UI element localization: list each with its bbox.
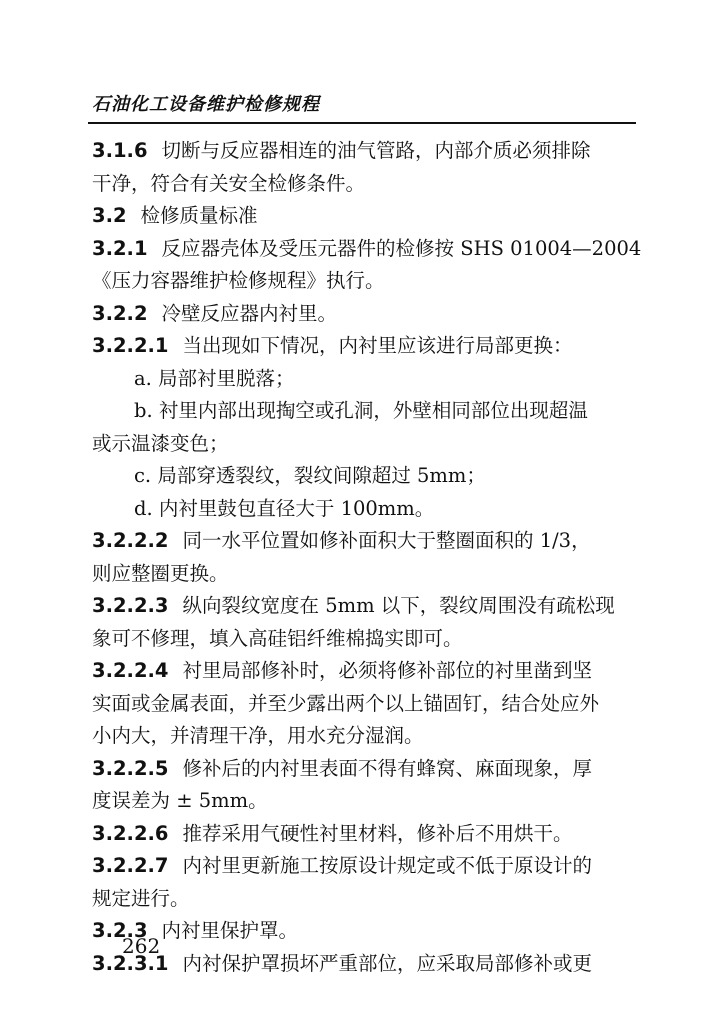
header-rule [88, 122, 636, 124]
section-number: 3.2.3.1 [92, 951, 169, 975]
line-text: 实面或金属表面，并至少露出两个以上锚固钉，结合处应外 [92, 691, 600, 715]
text-line [92, 168, 634, 201]
text-line [92, 525, 634, 558]
section-number: 3.2.2 [92, 301, 148, 325]
line-text: 干净，符合有关安全检修条件。 [92, 171, 366, 195]
line-text: d. 内衬里鼓包直径大于 100mm。 [134, 496, 435, 520]
line-text: 当出现如下情况，内衬里应该进行局部更换： [182, 334, 573, 357]
text-line [92, 200, 634, 233]
section-number: 3.2.1 [92, 236, 148, 260]
line-text: 纵向裂纹宽度在 5mm 以下，裂纹周围没有疏松现 [182, 594, 615, 617]
text-line [92, 265, 634, 298]
line-text: 反应器壳体及受压元器件的检修按 SHS 01004—2004 [161, 236, 642, 260]
line-text: 内衬里保护罩。 [161, 919, 299, 942]
section-number: 3.2.3 [92, 919, 148, 942]
line-text: b. 衬里内部出现掏空或孔洞，外壁相同部位出现超温 [134, 399, 588, 422]
text-line [92, 493, 634, 526]
text-line [92, 330, 634, 363]
line-text: 规定进行。 [92, 886, 190, 910]
running-header: 石油化工设备维护检修规程 [92, 94, 320, 115]
text-line [92, 720, 634, 753]
section-number: 3.2.2.2 [92, 529, 169, 552]
section-number: 3.2 [92, 204, 127, 227]
line-text: 小内大，并清理干净，用水充分湿润。 [92, 724, 424, 747]
body-text [92, 135, 642, 980]
text-line [92, 135, 634, 168]
line-text: 同一水平位置如修补面积大于整圈面积的 1/3， [182, 529, 591, 552]
text-line [92, 915, 634, 948]
page-number: 262 [122, 934, 161, 958]
text-line [92, 460, 634, 493]
text-line [92, 818, 634, 851]
text-line [92, 395, 634, 428]
section-number: 3.1.6 [92, 139, 148, 162]
line-text: 修补后的内衬里表面不得有蜂窝、麻面现象，厚 [182, 756, 593, 780]
text-line [92, 298, 634, 331]
text-line [92, 590, 634, 623]
line-text: 度误差为 ± 5mm。 [92, 789, 268, 812]
text-line [92, 623, 634, 656]
section-number: 3.2.2.7 [92, 854, 169, 877]
line-text: c. 局部穿透裂纹，裂纹间隙超过 5mm； [134, 464, 486, 487]
section-number: 3.2.2.3 [92, 594, 169, 617]
text-line [92, 785, 634, 818]
text-line [92, 948, 634, 981]
text-line [92, 753, 634, 786]
line-text: 检修质量标准 [140, 204, 258, 227]
text-line [92, 363, 634, 396]
text-line [92, 688, 634, 721]
line-text: 象可不修理，填入高硅铝纤维棉捣实即可。 [92, 626, 463, 650]
text-line [92, 883, 634, 916]
section-number: 3.2.2.5 [92, 756, 169, 780]
line-text: 推荐采用气硬性衬里材料，修补后不用烘干。 [182, 821, 573, 845]
line-text: 衬里局部修补时，必须将修补部位的衬里凿到坚 [182, 659, 593, 682]
line-text: 《压力容器维护检修规程》执行。 [92, 269, 385, 292]
line-text: 则应整圈更换。 [92, 561, 229, 585]
text-line [92, 655, 634, 688]
text-line [92, 558, 634, 591]
text-line [92, 233, 642, 266]
section-number: 3.2.2.6 [92, 821, 169, 845]
text-line [92, 850, 634, 883]
line-text: 冷壁反应器内衬里。 [161, 301, 338, 325]
section-number: 3.2.2.4 [92, 659, 169, 682]
section-number: 3.2.2.1 [92, 334, 169, 357]
line-text: 切断与反应器相连的油气管路，内部介质必须排除 [161, 139, 591, 162]
text-line [92, 428, 634, 461]
line-text: 内衬里更新施工按原设计规定或不低于原设计的 [182, 854, 593, 877]
line-text: 内衬保护罩损坏严重部位，应采取局部修补或更 [182, 951, 593, 975]
line-text: 或示温漆变色； [92, 431, 229, 455]
line-text: a. 局部衬里脱落； [134, 366, 295, 390]
